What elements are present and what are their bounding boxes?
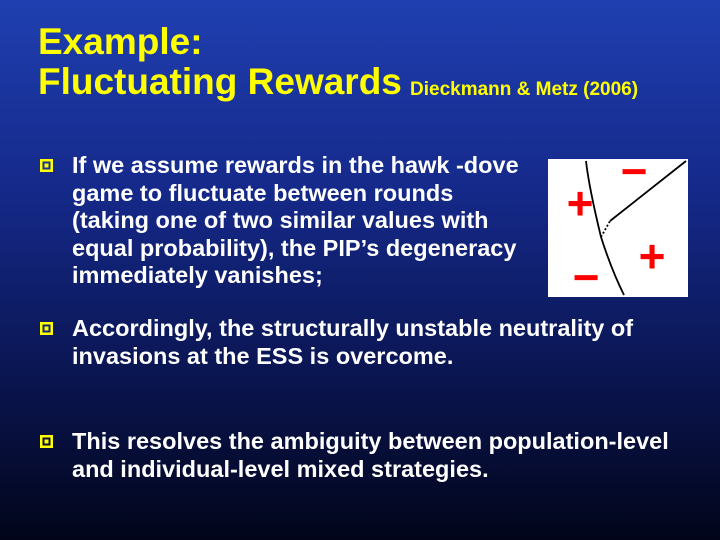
pip-sign: + [638,230,666,282]
pip-sign: − [620,159,648,197]
citation: Dieckmann & Metz (2006) [410,79,639,100]
pip-sign: − [572,251,600,297]
bullet-item [40,152,530,290]
bullet-item [40,315,660,370]
title-line-2: Fluctuating Rewards [38,61,402,102]
title-line-1: Example: [38,21,203,62]
square-bullet-icon [40,435,53,448]
slide-title [38,22,402,102]
pip-diagram [548,159,688,297]
square-bullet-icon [40,159,53,172]
bullet-item [40,428,700,483]
bullet-text: If we assume rewards in the hawk -dove game to fluctuate between rounds (taking one of two similar values with equal probability), the PIP’s degeneracy immediately vanishes; [72,152,519,288]
pip-boundary-line-lower [601,221,610,237]
bullet-text: Accordingly, the structurally unstable neutrality of invasions at the ESS is overcome. [72,315,634,369]
pip-sign: + [566,177,594,229]
bullet-text: This resolves the ambiguity between population-level and individual-level mixed strategies. [72,428,669,482]
square-bullet-icon [40,322,53,335]
